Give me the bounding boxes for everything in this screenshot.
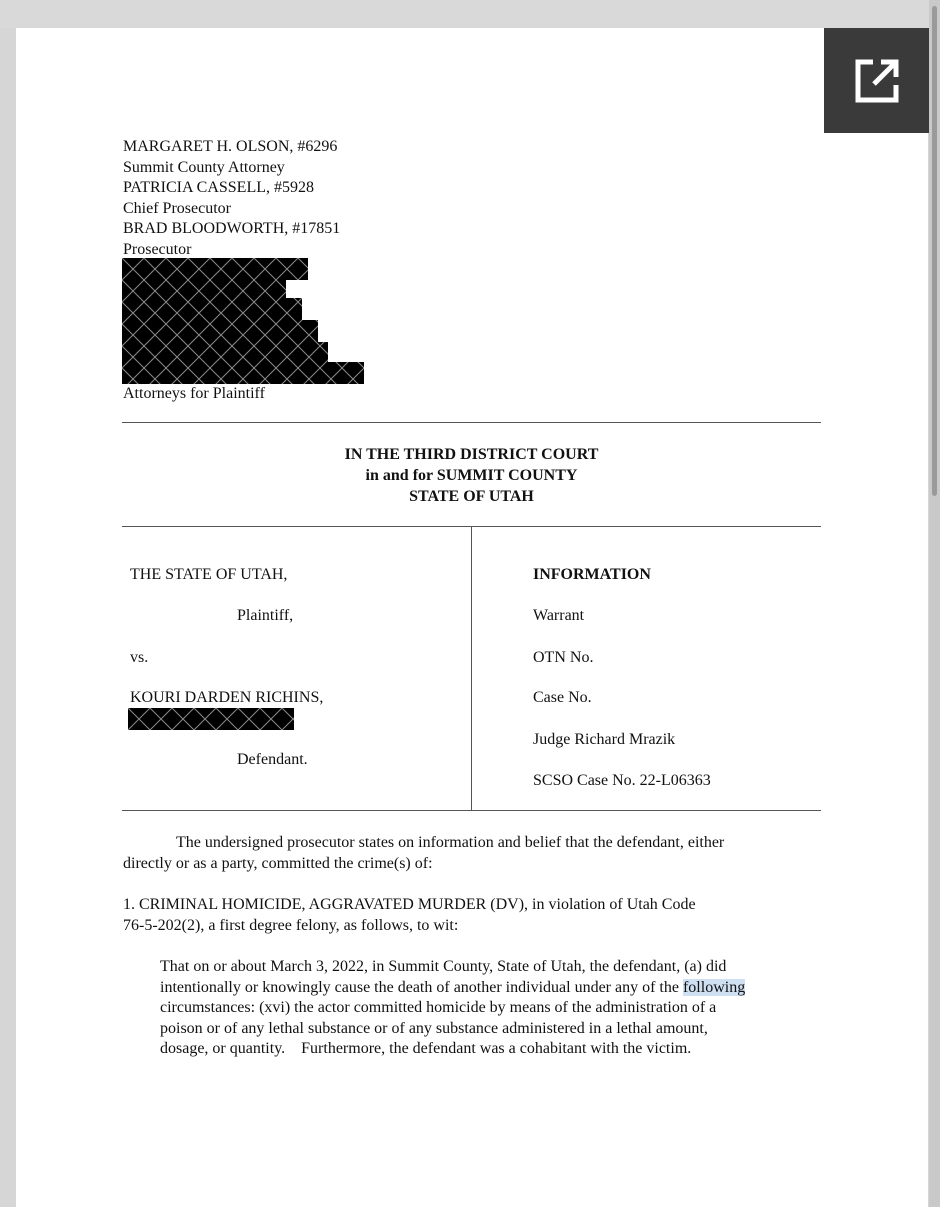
count-heading: 1. CRIMINAL HOMICIDE, AGGRAVATED MURDER (DV), in violation of Utah Code (123, 896, 696, 913)
plaintiff-name: THE STATE OF UTAH, (130, 566, 288, 583)
attorneys-for-plaintiff: Attorneys for Plaintiff (123, 385, 265, 402)
court-state: STATE OF UTAH (409, 488, 534, 505)
otn-label: OTN No. (533, 649, 594, 666)
information-title: INFORMATION (533, 566, 651, 583)
intro-text: directly or as a party, committed the crime(s) of: (123, 855, 433, 872)
detail-text (160, 978, 745, 998)
attorney-line: PATRICIA CASSELL, #5928 (123, 179, 314, 196)
defendant-role: Defendant. (237, 751, 308, 768)
divider (122, 810, 821, 811)
scrollbar[interactable] (929, 0, 940, 1207)
attorney-line: Summit County Attorney (123, 159, 285, 176)
highlighted-selection[interactable]: following (682, 979, 746, 996)
case-no-label: Case No. (533, 689, 592, 706)
attorney-line: Chief Prosecutor (123, 200, 231, 217)
intro-text: The undersigned prosecutor states on information and belief that the defendant, either (176, 834, 725, 851)
viewer-top-bar (0, 0, 940, 28)
plaintiff-role: Plaintiff, (237, 607, 294, 624)
count-heading: 76-5-202(2), a first degree felony, as follows, to wit: (123, 917, 459, 934)
detail-text: poison or of any lethal substance or of any substance administered in a lethal amount, (160, 1020, 708, 1037)
attorney-line: BRAD BLOODWORTH, #17851 (123, 220, 341, 237)
redaction-block (122, 258, 364, 384)
open-in-new-icon (852, 56, 902, 106)
caption-divider (471, 526, 472, 810)
warrant-label: Warrant (533, 607, 585, 624)
open-in-new-button[interactable] (824, 28, 930, 133)
detail-text: circumstances: (xvi) the actor committed homicide by means of the administration of a (160, 999, 717, 1016)
detail-text: That on or about March 3, 2022, in Summit County, State of Utah, the defendant, (a) did (160, 958, 727, 975)
defendant-name: KOURI DARDEN RICHINS, (130, 689, 324, 706)
attorney-line: MARGARET H. OLSON, #6296 (123, 138, 338, 155)
redaction-block (128, 708, 294, 730)
document-page (16, 28, 928, 1207)
court-title: IN THE THIRD DISTRICT COURT (344, 446, 599, 463)
scso-case-label: SCSO Case No. 22-L06363 (533, 772, 711, 789)
detail-text: dosage, or quantity. Furthermore, the defendant was a cohabitant with the victim. (160, 1040, 692, 1057)
judge-label: Judge Richard Mrazik (533, 731, 676, 748)
detail-text-segment: intentionally or knowingly cause the death of another individual under any of the (160, 979, 679, 996)
attorney-line: Prosecutor (123, 241, 192, 258)
divider (122, 422, 821, 423)
scrollbar-thumb[interactable] (932, 6, 937, 496)
versus-label: vs. (130, 649, 149, 666)
court-county: in and for SUMMIT COUNTY (365, 467, 578, 484)
